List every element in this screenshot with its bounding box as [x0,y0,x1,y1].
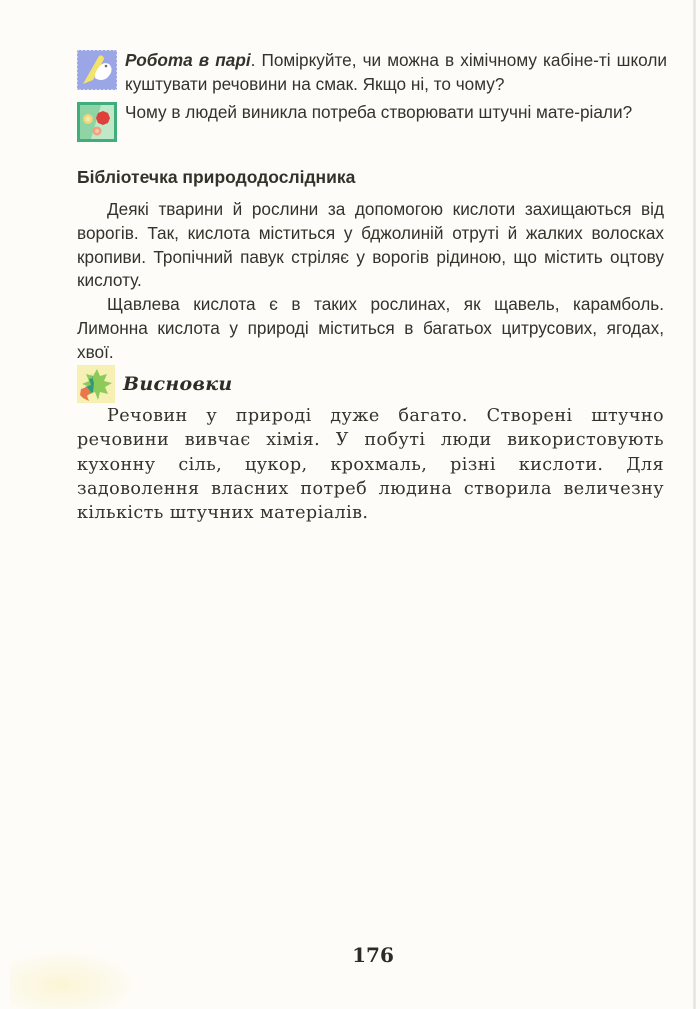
library-text [77,198,664,365]
maple-leaf-icon [77,365,115,403]
library-paragraph: Деякі тварини й рослини за допомогою кислоти захищаються від ворогів. Так, кислота міститься у бджолиній отруті й жалких волосках кропиви. Тропічний павук стріляє у ворогів рідиною, що містить оцтову кислоту. [77,199,664,291]
page-edge-shadow [693,0,696,1009]
question-circles-icon [77,102,117,142]
page-number: 176 [352,943,394,967]
conclusions-header [77,365,233,403]
section-title-library: Бібліотечка природодослідника [77,167,356,187]
conclusions-text [77,404,664,525]
task-text [125,48,667,96]
task-body: Чому в людей виникла потреба створювати штучні мате-ріали? [125,102,633,122]
pair-work-bird-icon [77,50,117,90]
task-pair-work [77,48,667,96]
conclusions-title: Висновки [123,373,233,395]
task-lead: Робота в парі [125,50,251,70]
task-text [125,100,667,124]
library-paragraph: Щавлева кислота є в таких рослинах, як щавель, карамболь. Лимонна кислота у природі міститься в багатьох цитрусових, ягодах, хвої. [77,294,664,362]
task-body: . Поміркуйте, чи можна в хімічному кабіне-ті школи куштувати речовини на смак. Якщо ні, то чому? [125,50,667,94]
task-question [77,100,667,142]
conclusions-paragraph: Речовин у природі дуже багато. Створені штучно речовини вивчає хімія. У побуті люди використовують кухонну сіль, цукор, крохмаль, різні кислоти. Для задоволення власних потреб людина створила величезну кількість штучних матеріалів. [77,406,664,524]
